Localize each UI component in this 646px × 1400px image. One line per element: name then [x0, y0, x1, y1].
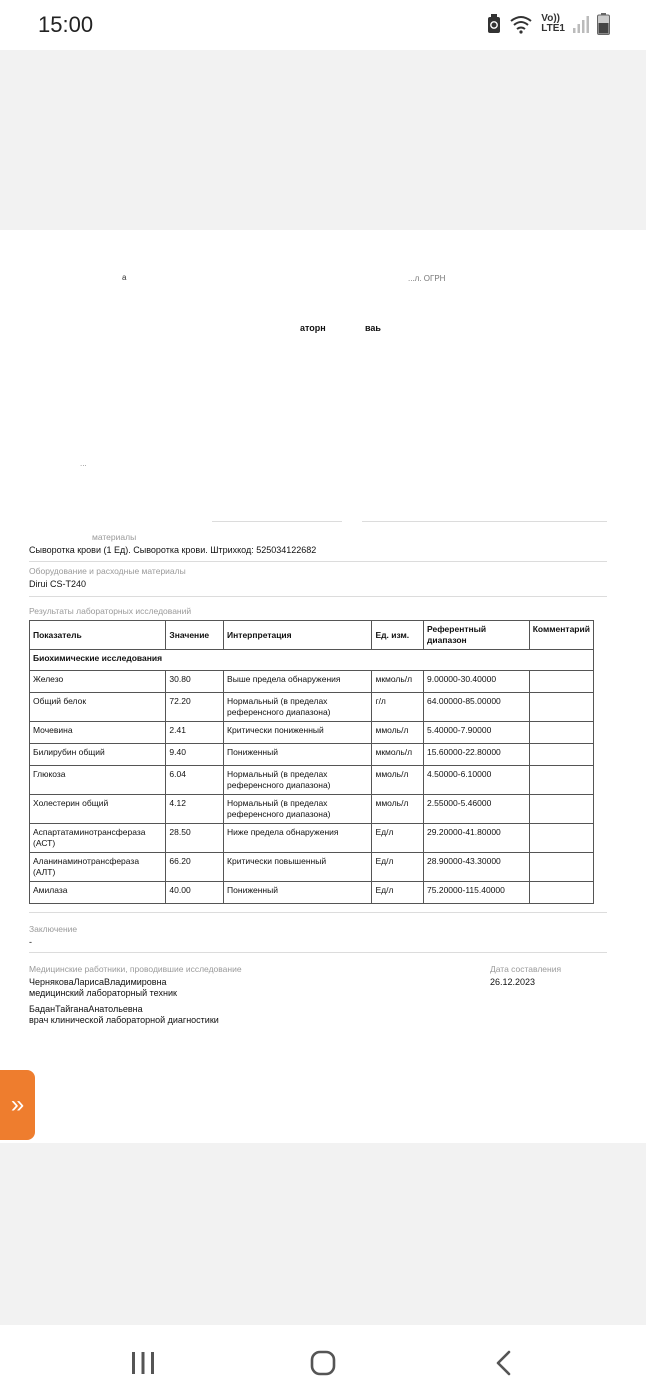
conclusion-label: Заключение	[29, 924, 78, 934]
table-row	[30, 744, 594, 766]
group-title: Биохимические исследования	[30, 650, 594, 671]
staff-person1-role: медицинский лабораторный техник	[29, 988, 177, 998]
recycle-notification-icon	[487, 14, 501, 34]
equipment-label: Оборудование и расходные материалы	[29, 566, 186, 576]
comment-cell	[529, 766, 593, 795]
comment-cell	[529, 824, 593, 853]
indicator-cell: Аланинаминотрансфераза (АЛТ)	[30, 853, 166, 882]
document-page[interactable]	[0, 230, 646, 1143]
unit-cell: Ед/л	[372, 853, 424, 882]
status-bar	[0, 0, 646, 50]
signal-strength-icon	[573, 15, 589, 33]
comment-cell	[529, 853, 593, 882]
indicator-cell: Мочевина	[30, 722, 166, 744]
equipment-value: Dirui CS-T240	[29, 579, 87, 589]
wifi-icon	[509, 14, 533, 34]
interpretation-cell: Выше предела обнаружения	[224, 671, 372, 693]
value-cell: 6.04	[166, 766, 224, 795]
comment-cell	[529, 882, 593, 904]
double-chevron-right-icon: »	[10, 1091, 25, 1118]
indicator-cell: Общий белок	[30, 693, 166, 722]
comment-cell	[529, 795, 593, 824]
divider	[29, 561, 607, 562]
value-cell: 30.80	[166, 671, 224, 693]
divider	[362, 521, 607, 522]
table-row	[30, 795, 594, 824]
interpretation-cell: Ниже предела обнаружения	[224, 824, 372, 853]
viewer-background-top	[0, 50, 646, 230]
divider	[29, 952, 607, 953]
indicator-cell: Глюкоза	[30, 766, 166, 795]
staff-person1-name: ЧерняковаЛарисаВладимировна	[29, 977, 167, 987]
value-cell: 9.40	[166, 744, 224, 766]
reference-range-cell: 29.20000-41.80000	[424, 824, 530, 853]
reference-range-cell: 28.90000-43.30000	[424, 853, 530, 882]
column-header: Референтный диапазон	[424, 621, 530, 650]
interpretation-cell: Критически пониженный	[224, 722, 372, 744]
divider	[29, 912, 607, 913]
network-type-label	[541, 14, 565, 34]
unit-cell: ммоль/л	[372, 722, 424, 744]
viewer-background-bottom	[0, 1143, 646, 1325]
table-row	[30, 882, 594, 904]
reference-range-cell: 64.00000-85.00000	[424, 693, 530, 722]
staff-person2-role: врач клинической лабораторной диагностики	[29, 1015, 219, 1025]
column-header: Ед. изм.	[372, 621, 424, 650]
header-fragment: ...л. ОГРН	[408, 274, 446, 283]
table-row	[30, 671, 594, 693]
table-row	[30, 693, 594, 722]
header-fragment: ...	[80, 459, 87, 468]
table-row	[30, 766, 594, 795]
indicator-cell: Аспартатаминотрансфераза (АСТ)	[30, 824, 166, 853]
reference-range-cell: 4.50000-6.10000	[424, 766, 530, 795]
back-icon[interactable]	[494, 1350, 514, 1376]
value-cell: 4.12	[166, 795, 224, 824]
group-row	[30, 650, 594, 671]
date-label: Дата составления	[490, 964, 562, 974]
interpretation-cell: Пониженный	[224, 882, 372, 904]
header-fragment: ваь	[365, 323, 381, 333]
column-header: Значение	[166, 621, 224, 650]
unit-cell: мкмоль/л	[372, 744, 424, 766]
header-fragment: аторн	[300, 323, 326, 333]
value-cell: 28.50	[166, 824, 224, 853]
comment-cell	[529, 693, 593, 722]
date-value: 26.12.2023	[490, 977, 536, 987]
table-row	[30, 722, 594, 744]
column-header: Показатель	[30, 621, 166, 650]
indicator-cell: Железо	[30, 671, 166, 693]
volte-label: Vo))	[541, 13, 560, 24]
results-table	[29, 620, 594, 904]
battery-icon	[597, 13, 610, 35]
table-row	[30, 853, 594, 882]
unit-cell: Ед/л	[372, 882, 424, 904]
interpretation-cell: Пониженный	[224, 744, 372, 766]
table-header-row	[30, 621, 594, 650]
biomaterial-value: Сыворотка крови (1 Ед). Сыворотка крови. Штрихкод: 525034122682	[29, 545, 317, 555]
interpretation-cell: Нормальный (в пределах референсного диапазона)	[224, 766, 372, 795]
divider	[29, 596, 607, 597]
status-icons	[487, 13, 610, 35]
conclusion-value: -	[29, 937, 32, 947]
staff-person2-name: БаданТайганаАнатольевна	[29, 1004, 143, 1014]
reference-range-cell: 15.60000-22.80000	[424, 744, 530, 766]
home-icon[interactable]	[310, 1350, 336, 1376]
lte-label: LTE1	[541, 23, 565, 34]
table-row	[30, 824, 594, 853]
side-panel-toggle-button[interactable]	[0, 1070, 35, 1140]
value-cell: 72.20	[166, 693, 224, 722]
indicator-cell: Холестерин общий	[30, 795, 166, 824]
value-cell: 2.41	[166, 722, 224, 744]
comment-cell	[529, 722, 593, 744]
value-cell: 40.00	[166, 882, 224, 904]
comment-cell	[529, 671, 593, 693]
unit-cell: ммоль/л	[372, 766, 424, 795]
reference-range-cell: 75.20000-115.40000	[424, 882, 530, 904]
unit-cell: г/л	[372, 693, 424, 722]
indicator-cell: Амилаза	[30, 882, 166, 904]
recent-apps-icon[interactable]	[130, 1350, 156, 1376]
value-cell: 66.20	[166, 853, 224, 882]
divider	[212, 521, 342, 522]
interpretation-cell: Критически повышенный	[224, 853, 372, 882]
column-header: Комментарий	[529, 621, 593, 650]
status-time: 15:00	[38, 12, 94, 37]
results-label: Результаты лабораторных исследований	[29, 606, 192, 616]
interpretation-cell: Нормальный (в пределах референсного диапазона)	[224, 795, 372, 824]
unit-cell: мкмоль/л	[372, 671, 424, 693]
unit-cell: Ед/л	[372, 824, 424, 853]
column-header: Интерпретация	[224, 621, 372, 650]
interpretation-cell: Нормальный (в пределах референсного диапазона)	[224, 693, 372, 722]
reference-range-cell: 9.00000-30.40000	[424, 671, 530, 693]
unit-cell: ммоль/л	[372, 795, 424, 824]
header-fragment: а	[122, 273, 127, 282]
reference-range-cell: 2.55000-5.46000	[424, 795, 530, 824]
indicator-cell: Билирубин общий	[30, 744, 166, 766]
reference-range-cell: 5.40000-7.90000	[424, 722, 530, 744]
comment-cell	[529, 744, 593, 766]
biomaterial-label: материалы	[92, 532, 137, 542]
staff-label: Медицинские работники, проводившие исследование	[29, 964, 242, 974]
